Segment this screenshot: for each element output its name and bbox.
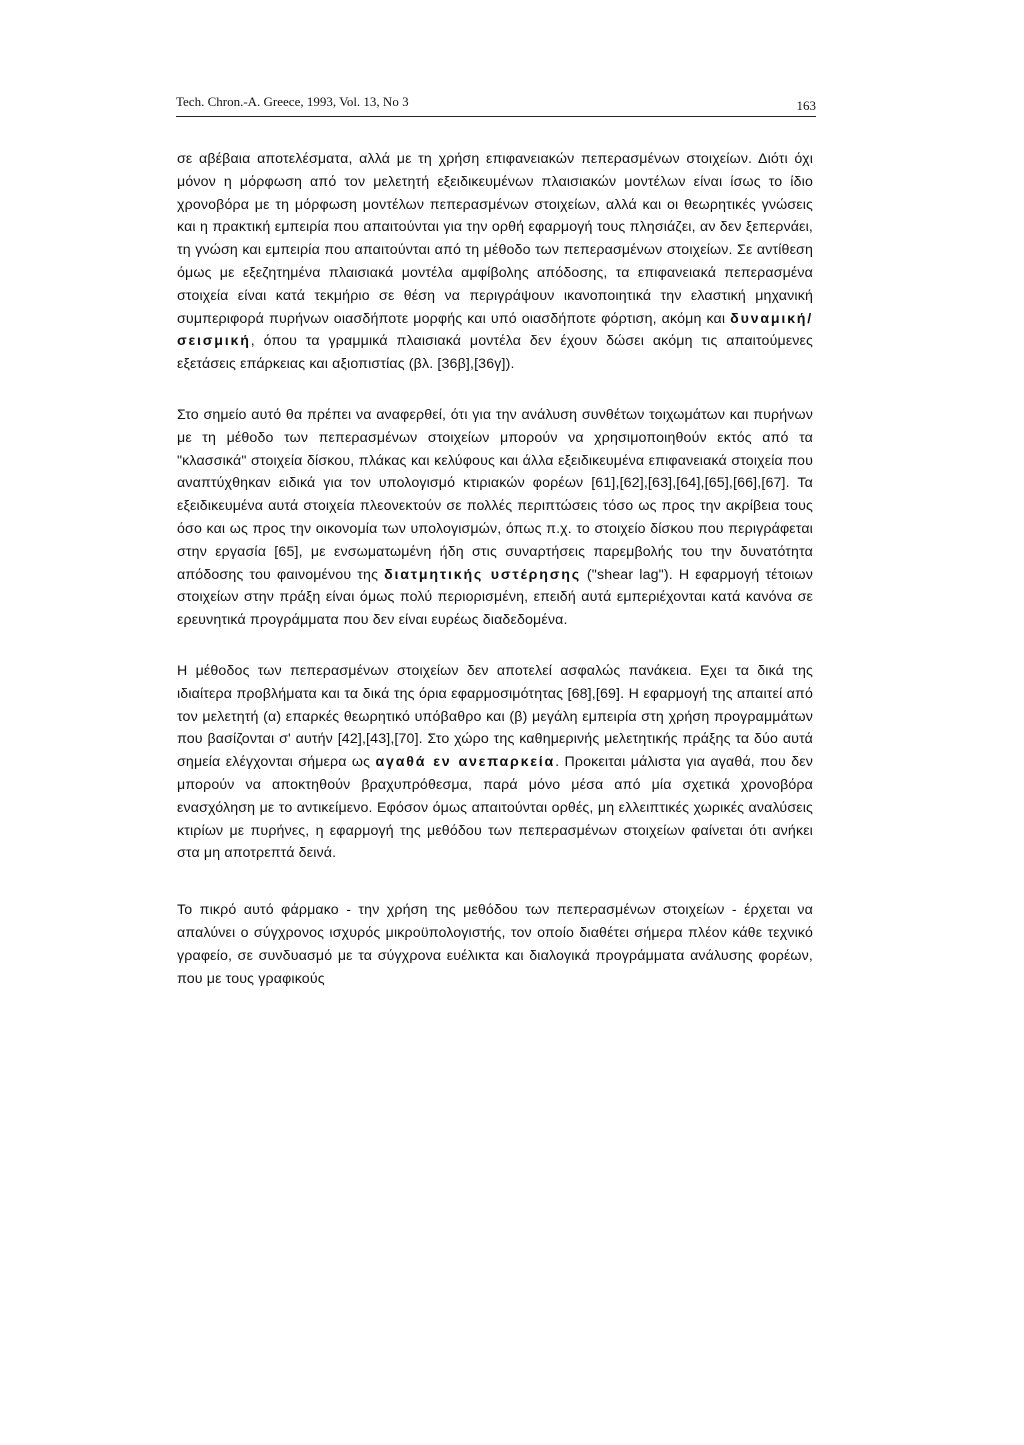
body-text bbox=[177, 148, 813, 1013]
page-number: 163 bbox=[796, 98, 816, 113]
paragraph-text: Η μέθοδος των πεπερασμένων στοιχείων δεν αποτελεί ασφαλώς πανάκεια. Εχει τα δικά της ιδιαίτερα προβλήματα και τα δικά της όρια εφαρμοσιμότητας [68],[69]. Η εφαρμογή της απαιτεί από τον μελετητή (α) επαρκές θεωρητικό υπόβαθρο και (β) μεγάλη εμπειρία στη χρήση προγραμμάτων που βασίζονται σ' αυτήν [42],[43],[70]. Στο χώρο της καθημερινής μελετητικής πράξης τα δύο αυτά σημεία ελέγχονται σήμερα ως bbox=[177, 662, 813, 771]
emphasized-term: δυναμική/σεισμική bbox=[177, 310, 813, 350]
emphasized-term: διατμητικής υστέρησης bbox=[384, 566, 581, 583]
paragraph-text: σε αβέβαια αποτελέσματα, αλλά με τη χρήση επιφανειακών πεπερασμένων στοιχείων. Διότι όχι μόνον η μόρφωση από τον μελετητή εξειδικευμένων πλαισιακών μοντέλων είναι ίσως το ίδιο χρονοβόρα με τη μόρφωση μοντέλων πεπερασμένων στοιχείων, αλλά και οι θεωρητικές γνώσεις και η πρακτική εμπειρία που απαιτούνται για την ορθή εφαρμογή τους πλησιάζει, αν δεν ξεπερνάει, τη γνώση και εμπειρία που απαιτούνται από τη μέθοδο των πεπερασμένων στοιχείων. Σε αντίθεση όμως με εξεζητημένα πλαισιακά μοντέλα αμφίβολης απόδοσης, τα επιφανειακά πεπερασμένα στοιχεία είναι κατά τεκμήριο σε θέση να περιγράψουν ικανοποιητικά την ελαστική μηχανική συμπεριφορά πυρήνων οιασδήποτε μορφής και υπό οιασδήποτε φόρτιση, ακόμη και bbox=[177, 151, 813, 327]
paragraph-text: . Προκειται μάλιστα για αγαθά, που δεν μπορούν να αποκτηθούν βραχυπρόθεσμα, παρά μόνο μέσα από μία σχετικά χρονοβόρα ενασχόληση με το αντικείμενο. Εφόσον όμως απαιτούνται ορθές, μη ελλειπτικές χωρικές αναλύσεις κτιρίων με πυρήνες, η εφαρμογή της μεθόδου των πεπερασμένων στοιχείων φαίνεται ότι ανήκει στα μη αποτρεπτά δεινά. bbox=[177, 754, 813, 862]
header-rule bbox=[176, 116, 816, 117]
paragraph-text: Το πικρό αυτό φάρμακο - την χρήση της μεθόδου των πεπερασμένων στοιχείων - έρχεται να απαλύνει ο σύγχρονος ισχυρός μικροϋπολογιστής, τον οποίο διαθέτει σήμερα πλέον κάθε τεχνικό γραφείο, σε συνδυασμό με τα σύγχρονα ευέλικτα και διαλογικά προγράμματα ανάλυσης φορέων, που με τους γραφικούς bbox=[177, 902, 813, 987]
emphasized-term: αγαθά εν ανεπαρκεία bbox=[375, 754, 556, 771]
paragraph-text: , όπου τα γραμμικά πλαισιακά μοντέλα δεν έχουν δώσει ακόμη τις απαιτούμενες εξετάσεις επάρκειας και αξιοπιστίας (βλ. [36β],[36γ]). bbox=[177, 333, 813, 373]
paragraph-2 bbox=[177, 404, 813, 632]
paragraph-4 bbox=[177, 899, 813, 990]
paragraph-text: ("shear lag"). Η εφαρμογή τέτοιων στοιχείων στην πράξη είναι όμως πολύ περιορισμένη, επειδή αυτά εμπεριέχονται κατά κανόνα σε ερευνητικά προγράμματα που δεν είναι ευρέως διαδεδομένα. bbox=[177, 566, 813, 629]
journal-citation: Tech. Chron.-A. Greece, 1993, Vol. 13, No 3 bbox=[176, 94, 409, 109]
paragraph-text: Στο σημείο αυτό θα πρέπει να αναφερθεί, ότι για την ανάλυση συνθέτων τοιχωμάτων και πυρήνων με τη μέθοδο των πεπερασμένων στοιχείων μπορούν να χρησιμοποιηθούν εκτός από τα "κλασσικά" στοιχεία δίσκου, πλάκας και κελύφους και άλλα εξειδικευμένα επιφανειακά στοιχεία που αναπτύχθηκαν ειδικά για τον υπολογισμό κτιριακών φορέων [61],[62],[63],[64],[65],[66],[67]. Τα εξειδικευμένα αυτά στοιχεία πλεονεκτούν σε πολλές περιπτώσεις τόσο ως προς την ακρίβεια τους όσο και ως προς την οικονομία των υπολογισμών, όπως π.χ. το στοιχείο δίσκου που περιγράφεται στην εργασία [65], με ενσωματωμένη ήδη στις συναρτήσεις παρεμβολής του την δυνατότητα απόδοσης του φαινομένου της bbox=[177, 406, 813, 583]
running-header bbox=[176, 94, 816, 122]
paragraph-3 bbox=[177, 660, 813, 865]
paragraph-1 bbox=[177, 148, 813, 376]
